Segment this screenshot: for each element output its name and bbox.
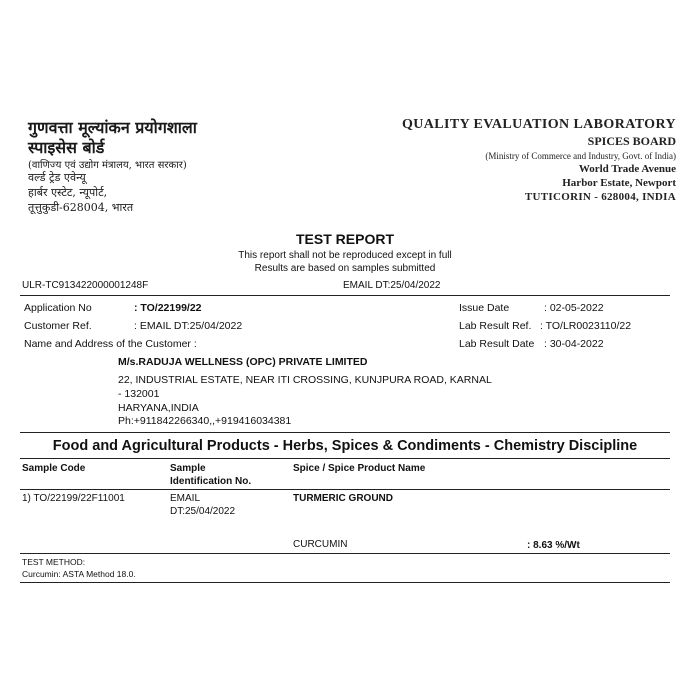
lab-result-ref-label: Lab Result Ref.	[459, 320, 532, 332]
divider-table-header	[20, 489, 670, 490]
ulr-number: ULR-TC913422000001248F	[22, 280, 149, 291]
lab-result-ref-value: : TO/LR0023110/22	[540, 320, 632, 332]
report-note-2: Results are based on samples submitted	[254, 263, 436, 274]
name-address-label: Name and Address of the Customer :	[24, 338, 197, 350]
issue-date-value: : 02-05-2022	[544, 302, 604, 314]
customer-ref-value: : EMAIL DT:25/04/2022	[134, 320, 243, 332]
divider-section-top	[20, 432, 670, 433]
customer-ref-label: Customer Ref.	[24, 320, 92, 332]
lab-result-date-value: : 30-04-2022	[544, 338, 604, 350]
header-hindi-line5: हार्बर एस्टेट, न्यूपोर्ट,	[28, 186, 108, 199]
address-line3: TUTICORIN - 628004, INDIA	[524, 191, 676, 203]
header-hindi-line6: तूत्तुकुडी-628004, भारत	[28, 201, 134, 214]
application-value: : TO/22199/22	[134, 302, 202, 314]
application-label: Application No	[24, 302, 92, 314]
customer-name: M/s.RADUJA WELLNESS (OPC) PRIVATE LIMITED	[118, 356, 368, 368]
col-sample-code: Sample Code	[22, 463, 86, 474]
col-sample-ident-2: Identification No.	[170, 476, 252, 487]
report-email-date: EMAIL DT:25/04/2022	[343, 280, 441, 291]
test-method-value: Curcumin: ASTA Method 18.0.	[22, 569, 136, 579]
address-line1: World Trade Avenue	[578, 163, 676, 175]
divider-results	[20, 553, 670, 554]
row-ident-line1: EMAIL	[170, 493, 201, 504]
col-sample-ident-1: Sample	[170, 463, 206, 474]
customer-address-1: 22, INDUSTRIAL ESTATE, NEAR ITI CROSSING, KUNJPURA ROAD, KARNAL	[118, 374, 492, 386]
customer-address-2: - 132001	[118, 388, 160, 400]
divider-bottom	[20, 582, 670, 583]
row-sample-code: 1) TO/22199/22F11001	[22, 493, 125, 504]
customer-address-3: HARYANA,INDIA	[118, 402, 199, 414]
lab-result-date-label: Lab Result Date	[459, 338, 535, 350]
issue-date-label: Issue Date	[459, 302, 510, 314]
row-product-name: TURMERIC GROUND	[293, 493, 393, 504]
ministry-line: (Ministry of Commerce and Industry, Govt. of India)	[485, 151, 676, 161]
header-hindi-line1: गुणवत्ता मूल्यांकन प्रयोगशाला	[28, 118, 197, 137]
divider-section-bottom	[20, 458, 670, 459]
parameter-value: : 8.63 %/Wt	[527, 540, 580, 551]
section-title: Food and Agricultural Products - Herbs, Spices & Condiments - Chemistry Discipline	[52, 438, 638, 454]
address-line2: Harbor Estate, Newport	[562, 177, 676, 189]
report-title: TEST REPORT	[295, 231, 394, 247]
report-note-1: This report shall not be reproduced except in full	[238, 250, 452, 261]
parameter-name: CURCUMIN	[293, 539, 348, 550]
row-ident-line2: DT:25/04/2022	[170, 506, 236, 517]
divider-top	[20, 295, 670, 296]
header-hindi-line2: स्पाइसेस बोर्ड	[28, 138, 105, 157]
header-hindi-line3: (वाणिज्य एवं उद्योग मंत्रालय, भारत सरकार)	[28, 160, 187, 171]
test-method-label: TEST METHOD:	[22, 557, 86, 567]
col-product-name: Spice / Spice Product Name	[293, 463, 426, 474]
board-name: SPICES BOARD	[587, 134, 676, 148]
lab-name: QUALITY EVALUATION LABORATORY	[401, 117, 676, 132]
header-hindi-line4: वर्ल्ड ट्रेड एवेन्यू	[28, 171, 86, 184]
customer-phone: Ph:+911842266340,,+919416034381	[118, 415, 292, 427]
